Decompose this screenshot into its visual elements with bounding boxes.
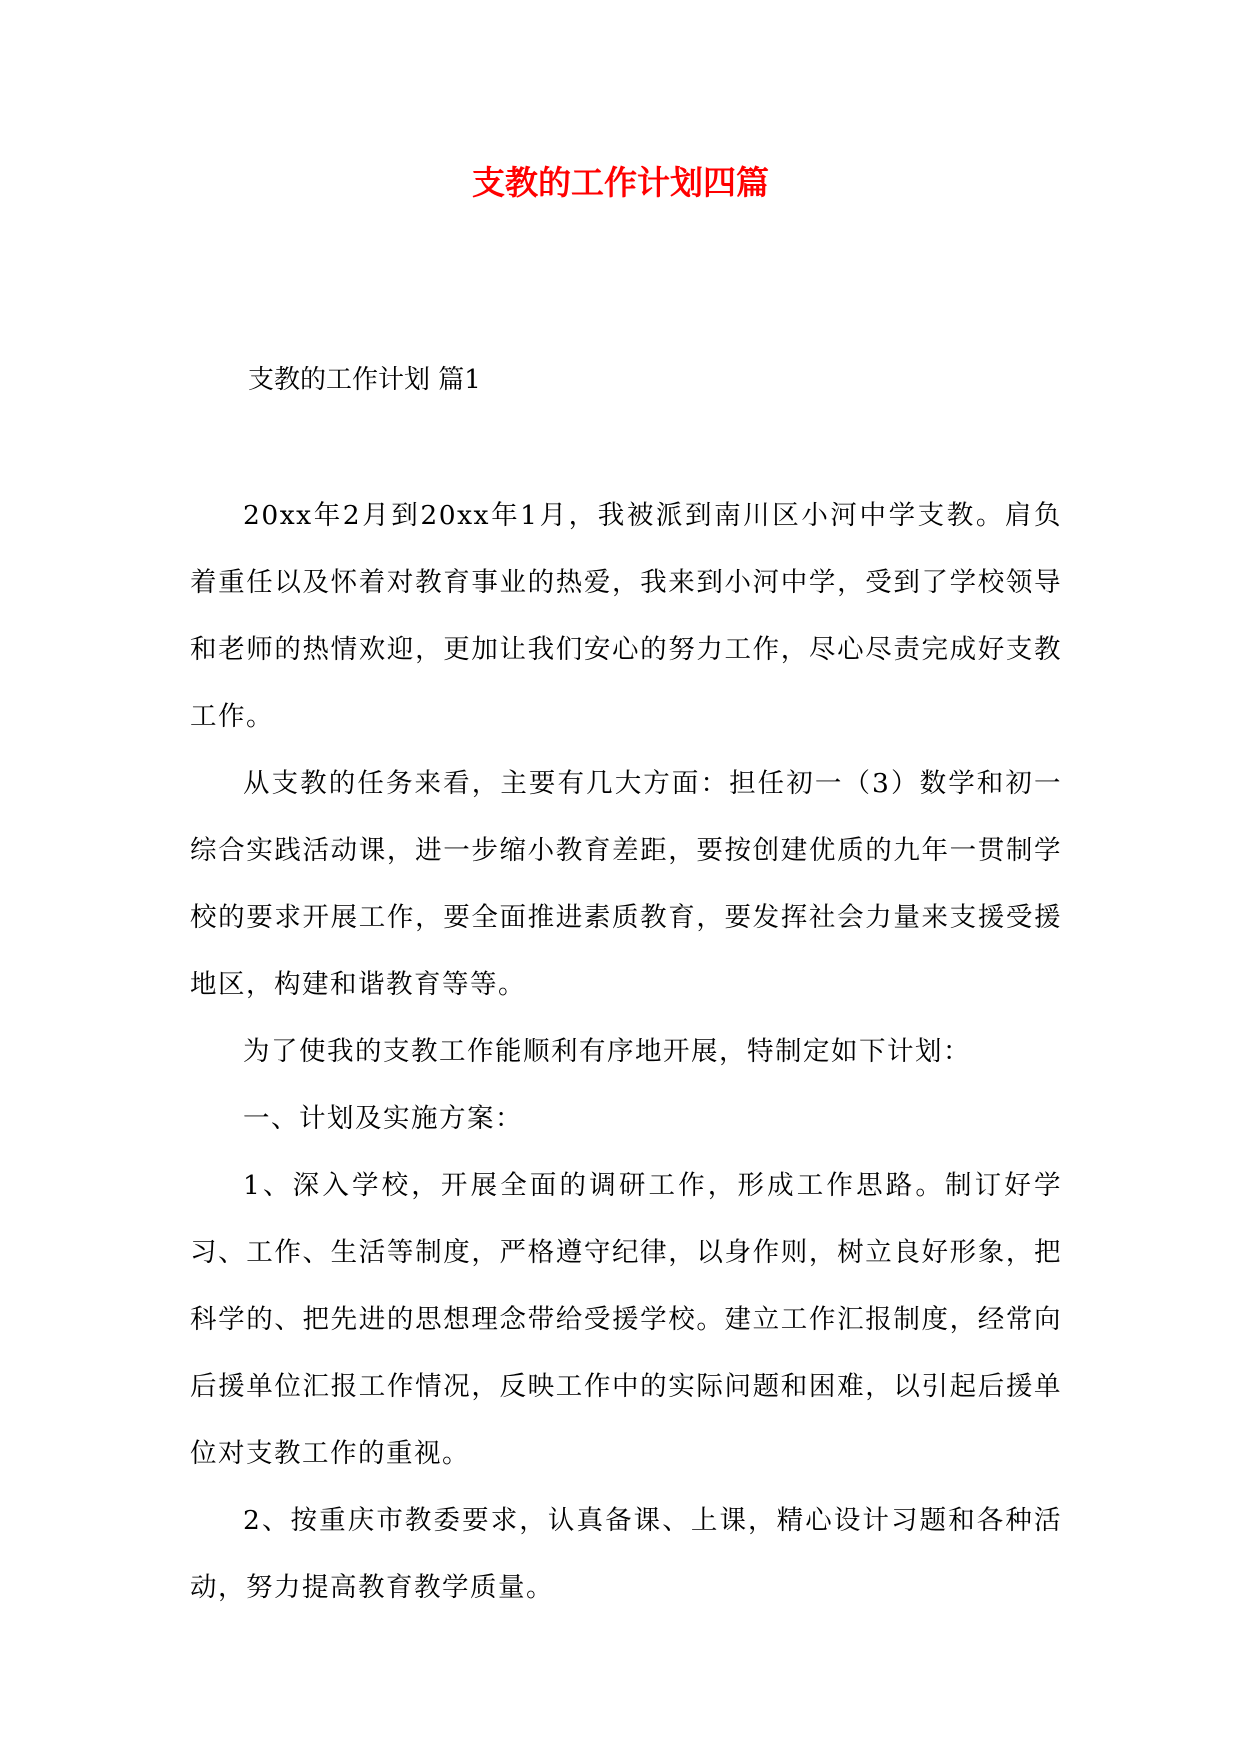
body-text (190, 482, 1062, 1621)
paragraph: 2、按重庆市教委要求，认真备课、上课，精心设计习题和各种活动，努力提高教育教学质量。 (190, 1505, 1062, 1603)
paragraph: 20xx年2月到20xx年1月，我被派到南川区小河中学支教。肩负着重任以及怀着对教育事业的热爱，我来到小河中学，受到了学校领导和老师的热情欢迎，更加让我们安心的努力工作，尽心尽责完成好支教工作。 (190, 500, 1062, 732)
section-heading: 支教的工作计划 篇1 (248, 365, 481, 395)
document-title: 支教的工作计划四篇 (472, 163, 769, 202)
paragraph: 1、深入学校，开展全面的调研工作，形成工作思路。制订好学习、工作、生活等制度，严格遵守纪律，以身作则，树立良好形象，把科学的、把先进的思想理念带给受援学校。建立工作汇报制度，经常向后援单位汇报工作情况，反映工作中的实际问题和困难，以引起后援单位对支教工作的重视。 (190, 1170, 1062, 1469)
paragraph: 一、计划及实施方案： (243, 1103, 523, 1134)
paragraph: 为了使我的支教工作能顺利有序地开展，特制定如下计划： (243, 1036, 971, 1067)
paragraph: 从支教的任务来看，主要有几大方面：担任初一（3）数学和初一综合实践活动课，进一步缩小教育差距，要按创建优质的九年一贯制学校的要求开展工作，要全面推进素质教育，要发挥社会力量来支援受援地区，构建和谐教育等等。 (190, 768, 1062, 1000)
